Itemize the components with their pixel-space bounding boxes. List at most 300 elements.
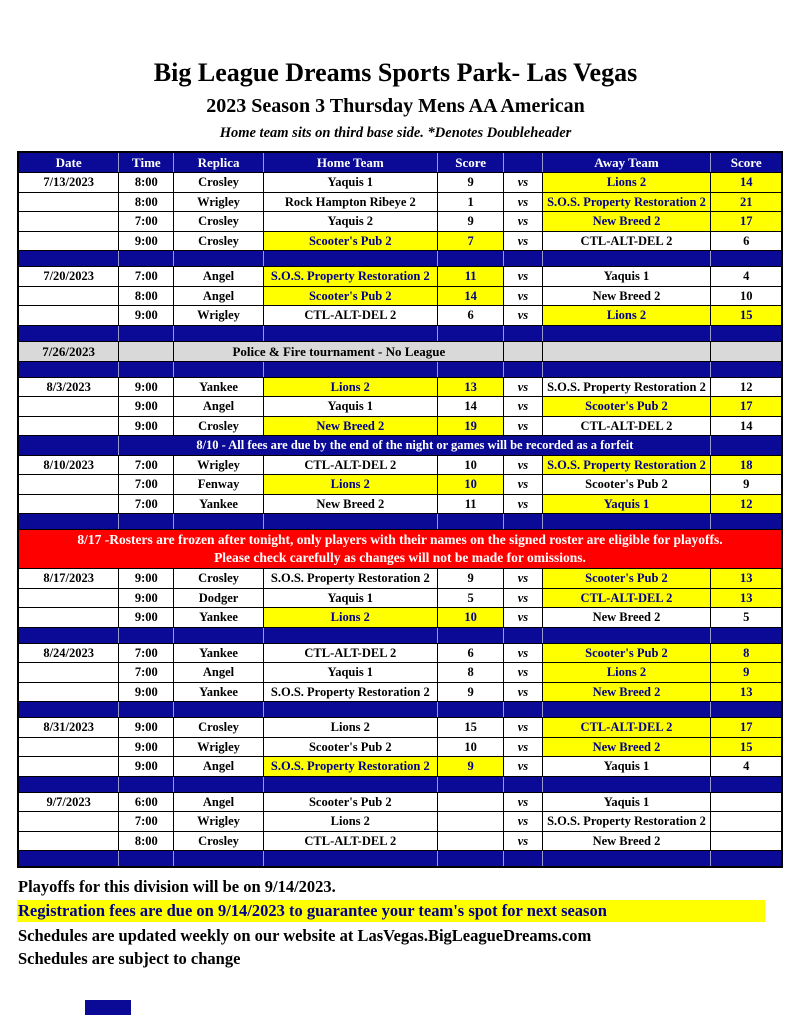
home-score-cell: 10 <box>437 455 503 475</box>
time-cell: 9:00 <box>119 588 174 608</box>
away-team-cell: Scooter's Pub 2 <box>542 475 711 495</box>
away-team-cell: Lions 2 <box>542 306 711 326</box>
schedule-body <box>18 173 782 868</box>
separator-cell <box>504 251 542 267</box>
date-cell <box>18 682 119 702</box>
separator-cell <box>437 627 503 643</box>
replica-cell: Yankee <box>174 377 263 397</box>
away-score-cell: 12 <box>711 377 782 397</box>
separator-row <box>18 627 782 643</box>
time-cell: 7:00 <box>119 267 174 287</box>
game-row <box>18 397 782 417</box>
col-header-away-score: Score <box>711 152 782 173</box>
col-header-replica: Replica <box>174 152 263 173</box>
separator-row <box>18 361 782 377</box>
game-row <box>18 306 782 326</box>
home-score-cell: 11 <box>437 494 503 514</box>
separator-row <box>18 251 782 267</box>
separator-cell <box>437 514 503 530</box>
separator-row <box>18 776 782 792</box>
separator-cell <box>711 776 782 792</box>
separator-cell <box>437 702 503 718</box>
time-cell: 6:00 <box>119 792 174 812</box>
date-cell <box>18 306 119 326</box>
date-cell: 8/17/2023 <box>18 569 119 589</box>
separator-cell <box>542 702 711 718</box>
separator-cell <box>18 627 119 643</box>
time-cell: 7:00 <box>119 475 174 495</box>
roster-freeze-notice-text <box>18 530 782 569</box>
replica-cell: Yankee <box>174 643 263 663</box>
away-team-cell: New Breed 2 <box>542 286 711 306</box>
vs-cell: vs <box>504 286 542 306</box>
separator-cell <box>18 251 119 267</box>
home-team-cell: Yaquis 2 <box>263 212 437 232</box>
home-score-cell: 14 <box>437 286 503 306</box>
home-team-cell: Rock Hampton Ribeye 2 <box>263 192 437 212</box>
game-row <box>18 416 782 436</box>
separator-cell <box>174 776 263 792</box>
home-score-cell: 8 <box>437 663 503 683</box>
registration-note: Registration fees are due on 9/14/2023 to guarantee your team's spot for next season <box>17 900 765 922</box>
away-team-cell: CTL-ALT-DEL 2 <box>542 718 711 738</box>
separator-cell <box>18 776 119 792</box>
page-header <box>0 0 791 142</box>
time-cell: 7:00 <box>119 643 174 663</box>
vs-cell <box>504 341 542 361</box>
vs-cell: vs <box>504 757 542 777</box>
subject-to-change-note: Schedules are subject to change <box>18 949 241 968</box>
time-cell: 8:00 <box>119 192 174 212</box>
home-team-cell: CTL-ALT-DEL 2 <box>263 306 437 326</box>
home-score-cell: 14 <box>437 397 503 417</box>
replica-cell: Wrigley <box>174 812 263 832</box>
away-score-cell <box>711 831 782 851</box>
time-cell: 9:00 <box>119 718 174 738</box>
date-cell: 8/10/2023 <box>18 455 119 475</box>
game-row <box>18 212 782 232</box>
separator-cell <box>711 702 782 718</box>
home-team-cell: New Breed 2 <box>263 494 437 514</box>
away-score-cell: 13 <box>711 682 782 702</box>
vs-cell: vs <box>504 643 542 663</box>
separator-cell <box>119 851 174 868</box>
separator-cell <box>119 514 174 530</box>
away-team-cell: Scooter's Pub 2 <box>542 569 711 589</box>
game-row <box>18 718 782 738</box>
replica-cell: Angel <box>174 286 263 306</box>
tournament-notice-text: Police & Fire tournament - No League <box>174 341 504 361</box>
col-header-home-score: Score <box>437 152 503 173</box>
vs-cell: vs <box>504 306 542 326</box>
home-team-cell: Lions 2 <box>263 812 437 832</box>
fees-notice-row <box>18 436 782 456</box>
replica-cell: Wrigley <box>174 455 263 475</box>
separator-cell <box>18 361 119 377</box>
home-team-cell: S.O.S. Property Restoration 2 <box>263 267 437 287</box>
vs-cell: vs <box>504 475 542 495</box>
playoffs-note: Playoffs for this division will be on 9/14/2023. <box>18 877 336 896</box>
away-score-cell: 8 <box>711 643 782 663</box>
separator-cell <box>263 514 437 530</box>
separator-cell <box>174 514 263 530</box>
away-team-cell: CTL-ALT-DEL 2 <box>542 231 711 251</box>
separator-row <box>18 325 782 341</box>
away-score-cell: 14 <box>711 173 782 193</box>
separator-cell <box>263 251 437 267</box>
away-score-cell: 15 <box>711 306 782 326</box>
away-score-cell: 12 <box>711 494 782 514</box>
away-team-cell: Lions 2 <box>542 173 711 193</box>
date-cell <box>18 286 119 306</box>
vs-cell: vs <box>504 455 542 475</box>
time-cell: 8:00 <box>119 286 174 306</box>
vs-cell: vs <box>504 192 542 212</box>
home-score-cell: 1 <box>437 192 503 212</box>
game-row <box>18 792 782 812</box>
col-header-away-team: Away Team <box>542 152 711 173</box>
replica-cell: Crosley <box>174 718 263 738</box>
vs-cell: vs <box>504 831 542 851</box>
replica-cell: Crosley <box>174 569 263 589</box>
date-cell <box>18 831 119 851</box>
separator-cell <box>542 776 711 792</box>
away-team-cell: New Breed 2 <box>542 737 711 757</box>
date-cell <box>18 757 119 777</box>
game-row <box>18 643 782 663</box>
away-team-cell: Scooter's Pub 2 <box>542 643 711 663</box>
separator-cell <box>711 325 782 341</box>
replica-cell: Wrigley <box>174 192 263 212</box>
separator-row <box>18 851 782 868</box>
vs-cell: vs <box>504 792 542 812</box>
separator-cell <box>263 776 437 792</box>
date-cell <box>18 494 119 514</box>
game-row <box>18 812 782 832</box>
home-team-note: Home team sits on third base side. *Denotes Doubleheader <box>219 125 572 141</box>
date-cell: 8/31/2023 <box>18 718 119 738</box>
separator-cell <box>437 776 503 792</box>
home-score-cell <box>437 792 503 812</box>
away-score-cell: 18 <box>711 455 782 475</box>
separator-cell <box>174 361 263 377</box>
header-row <box>18 152 782 173</box>
vs-cell: vs <box>504 377 542 397</box>
home-team-cell: Yaquis 1 <box>263 173 437 193</box>
separator-row <box>18 514 782 530</box>
separator-cell <box>504 514 542 530</box>
time-cell: 9:00 <box>119 416 174 436</box>
separator-cell <box>263 702 437 718</box>
home-score-cell: 19 <box>437 416 503 436</box>
separator-cell <box>504 851 542 868</box>
separator-cell <box>174 251 263 267</box>
col-header-vs <box>504 152 542 173</box>
home-team-cell: New Breed 2 <box>263 416 437 436</box>
separator-cell <box>504 776 542 792</box>
away-score-cell: 4 <box>711 757 782 777</box>
home-team-cell: Yaquis 1 <box>263 663 437 683</box>
vs-cell: vs <box>504 494 542 514</box>
away-score-cell: 15 <box>711 737 782 757</box>
replica-cell: Crosley <box>174 212 263 232</box>
game-row <box>18 757 782 777</box>
away-team-cell: CTL-ALT-DEL 2 <box>542 416 711 436</box>
separator-cell <box>119 627 174 643</box>
home-score-cell: 10 <box>437 475 503 495</box>
away-score-cell: 5 <box>711 608 782 628</box>
game-row <box>18 737 782 757</box>
game-row <box>18 663 782 683</box>
vs-cell: vs <box>504 267 542 287</box>
vs-cell: vs <box>504 569 542 589</box>
replica-cell: Crosley <box>174 831 263 851</box>
date-cell: 8/24/2023 <box>18 643 119 663</box>
separator-cell <box>504 627 542 643</box>
home-team-cell: Yaquis 1 <box>263 588 437 608</box>
date-cell <box>18 212 119 232</box>
separator-cell <box>542 325 711 341</box>
replica-cell: Yankee <box>174 608 263 628</box>
time-cell: 7:00 <box>119 494 174 514</box>
separator-cell <box>504 702 542 718</box>
home-score-cell: 10 <box>437 608 503 628</box>
replica-cell: Angel <box>174 267 263 287</box>
time-cell: 8:00 <box>119 831 174 851</box>
separator-cell <box>542 361 711 377</box>
fees-notice-text: 8/10 - All fees are due by the end of the night or games will be recorded as a forfeit <box>119 436 711 456</box>
away-team-cell: Yaquis 1 <box>542 267 711 287</box>
away-team-cell: Lions 2 <box>542 663 711 683</box>
away-score-cell <box>711 812 782 832</box>
separator-cell <box>542 251 711 267</box>
away-team-cell: CTL-ALT-DEL 2 <box>542 588 711 608</box>
replica-cell: Angel <box>174 792 263 812</box>
away-score-cell: 17 <box>711 397 782 417</box>
home-team-cell: Lions 2 <box>263 377 437 397</box>
home-score-cell: 9 <box>437 212 503 232</box>
replica-cell: Yankee <box>174 494 263 514</box>
time-cell <box>119 341 174 361</box>
date-cell <box>18 192 119 212</box>
game-row <box>18 588 782 608</box>
date-cell <box>18 231 119 251</box>
separator-cell <box>18 851 119 868</box>
away-team-cell: Scooter's Pub 2 <box>542 397 711 417</box>
game-row <box>18 192 782 212</box>
separator-cell <box>174 325 263 341</box>
date-cell: 7/26/2023 <box>18 341 119 361</box>
home-score-cell: 10 <box>437 737 503 757</box>
home-score-cell <box>437 812 503 832</box>
away-score-cell <box>711 792 782 812</box>
replica-cell: Yankee <box>174 682 263 702</box>
schedule-table <box>17 151 783 868</box>
separator-cell <box>174 702 263 718</box>
home-score-cell: 9 <box>437 569 503 589</box>
bottom-blue-bar <box>85 1000 131 1015</box>
away-team-cell: Yaquis 1 <box>542 494 711 514</box>
home-team-cell: Lions 2 <box>263 718 437 738</box>
replica-cell: Crosley <box>174 416 263 436</box>
home-score-cell: 6 <box>437 643 503 663</box>
game-row <box>18 231 782 251</box>
home-team-cell: CTL-ALT-DEL 2 <box>263 643 437 663</box>
separator-cell <box>119 361 174 377</box>
separator-cell <box>263 361 437 377</box>
away-team-cell: Yaquis 1 <box>542 792 711 812</box>
date-cell: 7/13/2023 <box>18 173 119 193</box>
home-team-cell: S.O.S. Property Restoration 2 <box>263 682 437 702</box>
date-cell <box>18 436 119 456</box>
separator-cell <box>437 325 503 341</box>
away-team-cell: Yaquis 1 <box>542 757 711 777</box>
date-cell <box>18 416 119 436</box>
game-row <box>18 455 782 475</box>
time-cell: 9:00 <box>119 682 174 702</box>
away-team-cell: S.O.S. Property Restoration 2 <box>542 455 711 475</box>
away-score-cell: 6 <box>711 231 782 251</box>
home-team-cell: CTL-ALT-DEL 2 <box>263 831 437 851</box>
separator-cell <box>711 514 782 530</box>
away-team-cell: S.O.S. Property Restoration 2 <box>542 192 711 212</box>
time-cell: 9:00 <box>119 608 174 628</box>
page-footer <box>18 877 791 968</box>
date-cell <box>18 588 119 608</box>
separator-cell <box>119 251 174 267</box>
away-team-cell: S.O.S. Property Restoration 2 <box>542 377 711 397</box>
separator-cell <box>437 851 503 868</box>
home-score-cell: 11 <box>437 267 503 287</box>
date-cell: 8/3/2023 <box>18 377 119 397</box>
away-score-cell <box>711 436 782 456</box>
home-team-cell: Scooter's Pub 2 <box>263 737 437 757</box>
game-row <box>18 494 782 514</box>
time-cell: 9:00 <box>119 757 174 777</box>
time-cell: 7:00 <box>119 455 174 475</box>
col-header-date: Date <box>18 152 119 173</box>
vs-cell: vs <box>504 588 542 608</box>
separator-cell <box>18 702 119 718</box>
date-cell <box>18 475 119 495</box>
home-score-cell: 9 <box>437 682 503 702</box>
home-team-cell: Lions 2 <box>263 608 437 628</box>
time-cell: 9:00 <box>119 569 174 589</box>
date-cell <box>18 737 119 757</box>
separator-cell <box>263 627 437 643</box>
home-team-cell: Scooter's Pub 2 <box>263 792 437 812</box>
away-team-cell: New Breed 2 <box>542 608 711 628</box>
col-header-time: Time <box>119 152 174 173</box>
replica-cell: Crosley <box>174 231 263 251</box>
game-row <box>18 267 782 287</box>
away-score-cell: 13 <box>711 588 782 608</box>
separator-cell <box>437 251 503 267</box>
time-cell: 9:00 <box>119 306 174 326</box>
away-team-cell <box>542 341 711 361</box>
time-cell: 9:00 <box>119 377 174 397</box>
replica-cell: Angel <box>174 757 263 777</box>
date-cell <box>18 812 119 832</box>
away-score-cell: 17 <box>711 718 782 738</box>
date-cell <box>18 397 119 417</box>
game-row <box>18 286 782 306</box>
vs-cell: vs <box>504 663 542 683</box>
vs-cell: vs <box>504 416 542 436</box>
separator-cell <box>504 325 542 341</box>
page-title: Big League Dreams Sports Park- Las Vegas <box>153 58 638 87</box>
replica-cell: Angel <box>174 397 263 417</box>
time-cell: 9:00 <box>119 737 174 757</box>
separator-cell <box>119 776 174 792</box>
date-cell: 9/7/2023 <box>18 792 119 812</box>
separator-cell <box>18 514 119 530</box>
away-team-cell: New Breed 2 <box>542 682 711 702</box>
col-header-home-team: Home Team <box>263 152 437 173</box>
time-cell: 7:00 <box>119 812 174 832</box>
roster-freeze-notice-line: 8/17 -Rosters are frozen after tonight, only players with their names on the signed roster are eligible for playoffs. <box>77 532 723 547</box>
replica-cell: Dodger <box>174 588 263 608</box>
vs-cell: vs <box>504 212 542 232</box>
home-score-cell: 6 <box>437 306 503 326</box>
roster-freeze-notice-row <box>18 530 782 569</box>
away-score-cell: 9 <box>711 663 782 683</box>
separator-cell <box>711 627 782 643</box>
replica-cell: Wrigley <box>174 306 263 326</box>
separator-cell <box>711 361 782 377</box>
game-row <box>18 682 782 702</box>
vs-cell: vs <box>504 682 542 702</box>
separator-cell <box>711 851 782 868</box>
away-score-cell: 4 <box>711 267 782 287</box>
home-team-cell: Scooter's Pub 2 <box>263 231 437 251</box>
vs-cell: vs <box>504 718 542 738</box>
replica-cell: Fenway <box>174 475 263 495</box>
game-row <box>18 569 782 589</box>
game-row <box>18 831 782 851</box>
separator-cell <box>542 627 711 643</box>
separator-cell <box>542 514 711 530</box>
home-team-cell: S.O.S. Property Restoration 2 <box>263 569 437 589</box>
separator-cell <box>437 361 503 377</box>
away-score-cell: 10 <box>711 286 782 306</box>
separator-cell <box>263 851 437 868</box>
replica-cell: Crosley <box>174 173 263 193</box>
time-cell: 7:00 <box>119 663 174 683</box>
home-team-cell: CTL-ALT-DEL 2 <box>263 455 437 475</box>
vs-cell: vs <box>504 173 542 193</box>
time-cell: 9:00 <box>119 231 174 251</box>
roster-freeze-notice-line: Please check carefully as changes will not be made for omissions. <box>214 550 586 565</box>
separator-cell <box>119 702 174 718</box>
home-score-cell: 7 <box>437 231 503 251</box>
game-row <box>18 608 782 628</box>
game-row <box>18 475 782 495</box>
separator-cell <box>119 325 174 341</box>
game-row <box>18 173 782 193</box>
replica-cell: Wrigley <box>174 737 263 757</box>
game-row <box>18 377 782 397</box>
away-score-cell: 13 <box>711 569 782 589</box>
vs-cell: vs <box>504 812 542 832</box>
away-team-cell: New Breed 2 <box>542 831 711 851</box>
home-score-cell: 13 <box>437 377 503 397</box>
separator-row <box>18 702 782 718</box>
home-score-cell: 9 <box>437 173 503 193</box>
home-team-cell: Scooter's Pub 2 <box>263 286 437 306</box>
separator-cell <box>711 251 782 267</box>
website-note: Schedules are updated weekly on our website at LasVegas.BigLeagueDreams.com <box>18 926 592 945</box>
